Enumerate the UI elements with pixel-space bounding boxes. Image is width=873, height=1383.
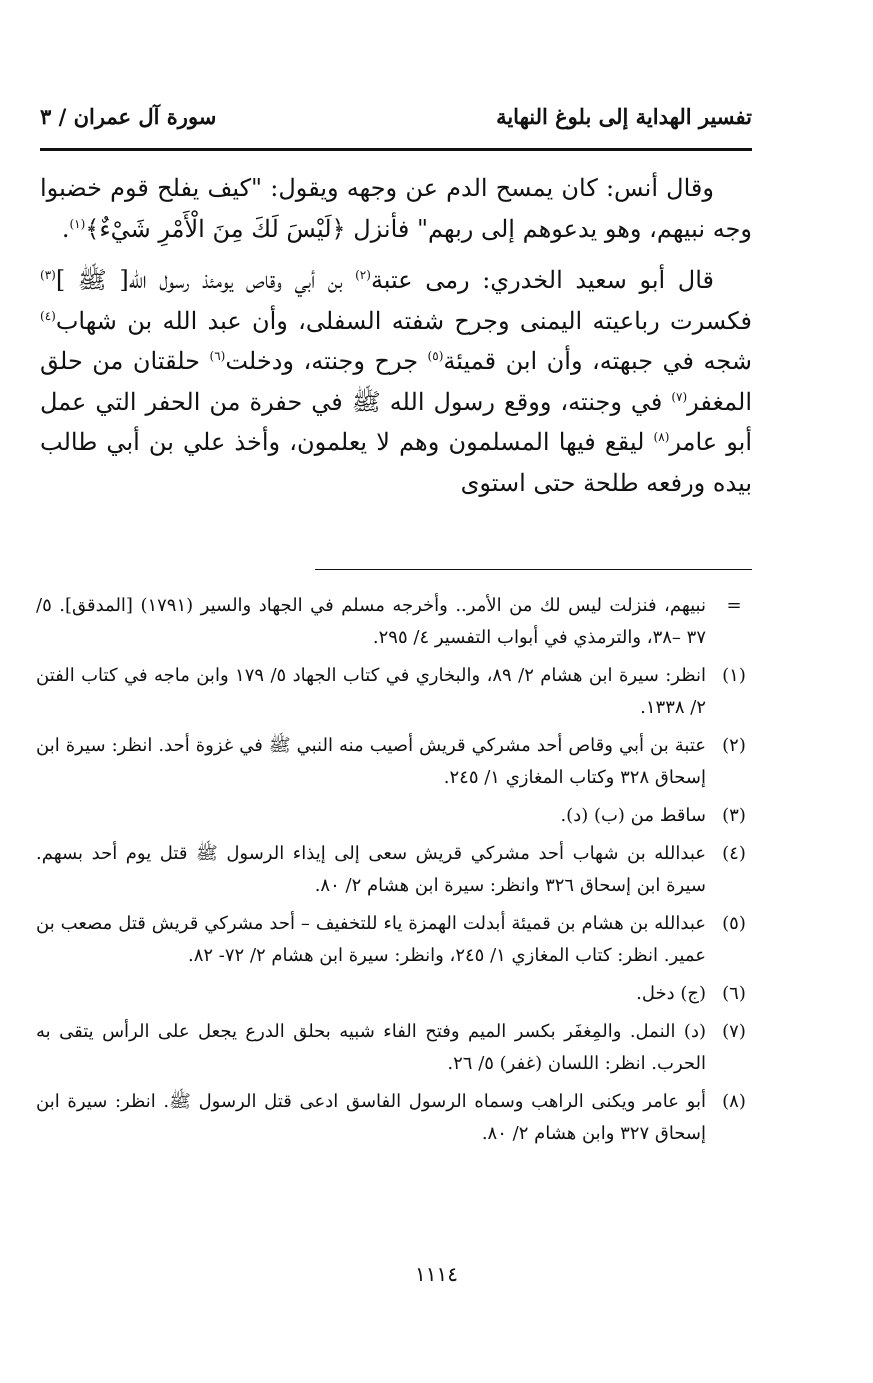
footnote-number: (٣) bbox=[722, 805, 746, 826]
paragraph-text: بن أبي وقاص يومئذ رسول الله[ ﷺ ] bbox=[55, 266, 356, 294]
footnote-continuation bbox=[36, 590, 754, 654]
book-title: تفسير الهداية إلى بلوغ النهاية bbox=[496, 104, 752, 129]
footnote-2 bbox=[36, 730, 754, 794]
footnote-text: انظر: سيرة ابن هشام ٢/ ٨٩، والبخاري في كتاب الجهاد ٥/ ١٧٩ وابن ماجه في كتاب الفتن ٢/ ١٣٣٨. bbox=[36, 665, 706, 718]
paragraph-text: قال أبو سعيد الخدري: رمى عتبة bbox=[370, 266, 714, 294]
paragraph-text: حلقتان من حلق المغفر bbox=[40, 347, 752, 416]
footnote-text: أبو عامر ويكنى الراهب وسماه الرسول الفاسق ادعى قتل الرسول ﷺ. انظر: سيرة ابن إسحاق ٣٢٧ وابن هشام ٢/ ٨٠. bbox=[36, 1091, 706, 1144]
footnote-number: (٥) bbox=[722, 913, 746, 934]
footnote-ref: (٦) bbox=[209, 349, 226, 363]
footnote-ref: (٢) bbox=[355, 268, 371, 282]
paragraph-abu-said bbox=[40, 260, 752, 503]
paragraph-text: وقال أنس: كان يمسح الدم عن وجهه ويقول: "كيف يفلح قوم خضبوا وجه نبيهم، وهو يدعوهم إلى ربهم" فأنزل ﴿لَيْسَ لَكَ مِنَ الْأَمْرِ شَيْءٌ﴾ bbox=[40, 174, 752, 243]
footnote-number: (٧) bbox=[722, 1021, 746, 1042]
footnote-text: ساقط من (ب) (د). bbox=[560, 805, 706, 826]
paragraph-text: جرح وجنته، ودخلت bbox=[225, 347, 428, 375]
footnote-text: (د) النمل. والمِغفَر بكسر الميم وفتح الفاء شبيه بحلق الدرع يجعل على الرأس يتقى به الحرب. انظر: اللسان (غفر) ٥/ ٢٦. bbox=[36, 1021, 706, 1074]
paragraph-text: شجه في جبهته، وأن ابن قميئة bbox=[443, 347, 752, 375]
footnote-3 bbox=[36, 800, 754, 832]
footnote-ref: (١) bbox=[69, 216, 86, 231]
header-divider bbox=[40, 148, 752, 151]
footnote-ref: (٧) bbox=[671, 389, 688, 404]
footnote-number: (٨) bbox=[722, 1091, 746, 1112]
footnote-ref: (٤) bbox=[40, 308, 56, 323]
footnote-1 bbox=[36, 660, 754, 724]
footnote-ref: (٥) bbox=[427, 349, 444, 363]
footnote-text: عبدالله بن شهاب أحد مشركي قريش سعى إلى إيذاء الرسول ﷺ قتل يوم أحد بسهم. سيرة ابن إسحاق ٣٢٦ وانظر: سيرة ابن هشام ٢/ ٨٠. bbox=[36, 843, 706, 896]
paragraph-text: ليقع فيها المسلمون وهم لا يعلمون، وأخذ علي بن أبي طالب بيده ورفعه طلحة حتى استوى bbox=[40, 428, 752, 497]
paragraph-text: في وجنته، ووقع رسول الله ﷺ في حفرة من الحفر التي عمل أبو عامر bbox=[40, 387, 752, 456]
footnote-number: (٦) bbox=[722, 983, 746, 1004]
main-text bbox=[40, 168, 752, 514]
footnote-6 bbox=[36, 978, 754, 1010]
footnote-number: (٤) bbox=[722, 843, 746, 864]
footnote-5 bbox=[36, 908, 754, 972]
footnote-text: عتبة بن أبي وقاص أحد مشركي قريش أصيب منه النبي ﷺ في غزوة أحد. انظر: سيرة ابن إسحاق ٣٢٨ وكتاب المغازي ١/ ٢٤٥. bbox=[36, 735, 706, 788]
footnotes bbox=[36, 590, 754, 1156]
page-number: ١١١٤ bbox=[415, 1262, 458, 1286]
footnote-7 bbox=[36, 1016, 754, 1080]
footnote-text: نبيهم، فنزلت ليس لك من الأمر.. وأخرجه مسلم في الجهاد والسير (١٧٩١) [المدقق]. ٥/ ٣٧ –٣٨، والترمذي في أبواب التفسير ٤/ ٢٩٥. bbox=[36, 595, 706, 648]
running-header bbox=[40, 100, 752, 144]
footnote-text: عبدالله بن هشام بن قميئة أبدلت الهمزة ياء للتخفيف – أحد مشركي قريش قتل مصعب بن عمير. انظر: كتاب المغازي ١/ ٢٤٥، وانظر: سيرة ابن هشام ٢/ ٧٢- ٨٢. bbox=[36, 913, 706, 966]
footnote-number: (٢) bbox=[722, 735, 746, 756]
footnote-number: (١) bbox=[722, 665, 746, 686]
paragraph-text: . bbox=[61, 214, 70, 243]
paragraph-anas bbox=[40, 168, 752, 249]
footnote-8 bbox=[36, 1086, 754, 1150]
footnote-divider bbox=[315, 569, 752, 570]
surah-reference: سورة آل عمران / ٣ bbox=[40, 104, 217, 129]
footnote-ref: (٣) bbox=[40, 268, 56, 282]
footnote-4 bbox=[36, 838, 754, 902]
paragraph-text: فكسرت رباعيته اليمنى وجرح شفته السفلى، وأن عبد الله بن شهاب bbox=[55, 306, 752, 335]
footnote-text: (ج) دخل. bbox=[636, 983, 706, 1004]
footnote-ref: (٨) bbox=[653, 430, 670, 444]
footnote-number: = bbox=[726, 595, 742, 616]
